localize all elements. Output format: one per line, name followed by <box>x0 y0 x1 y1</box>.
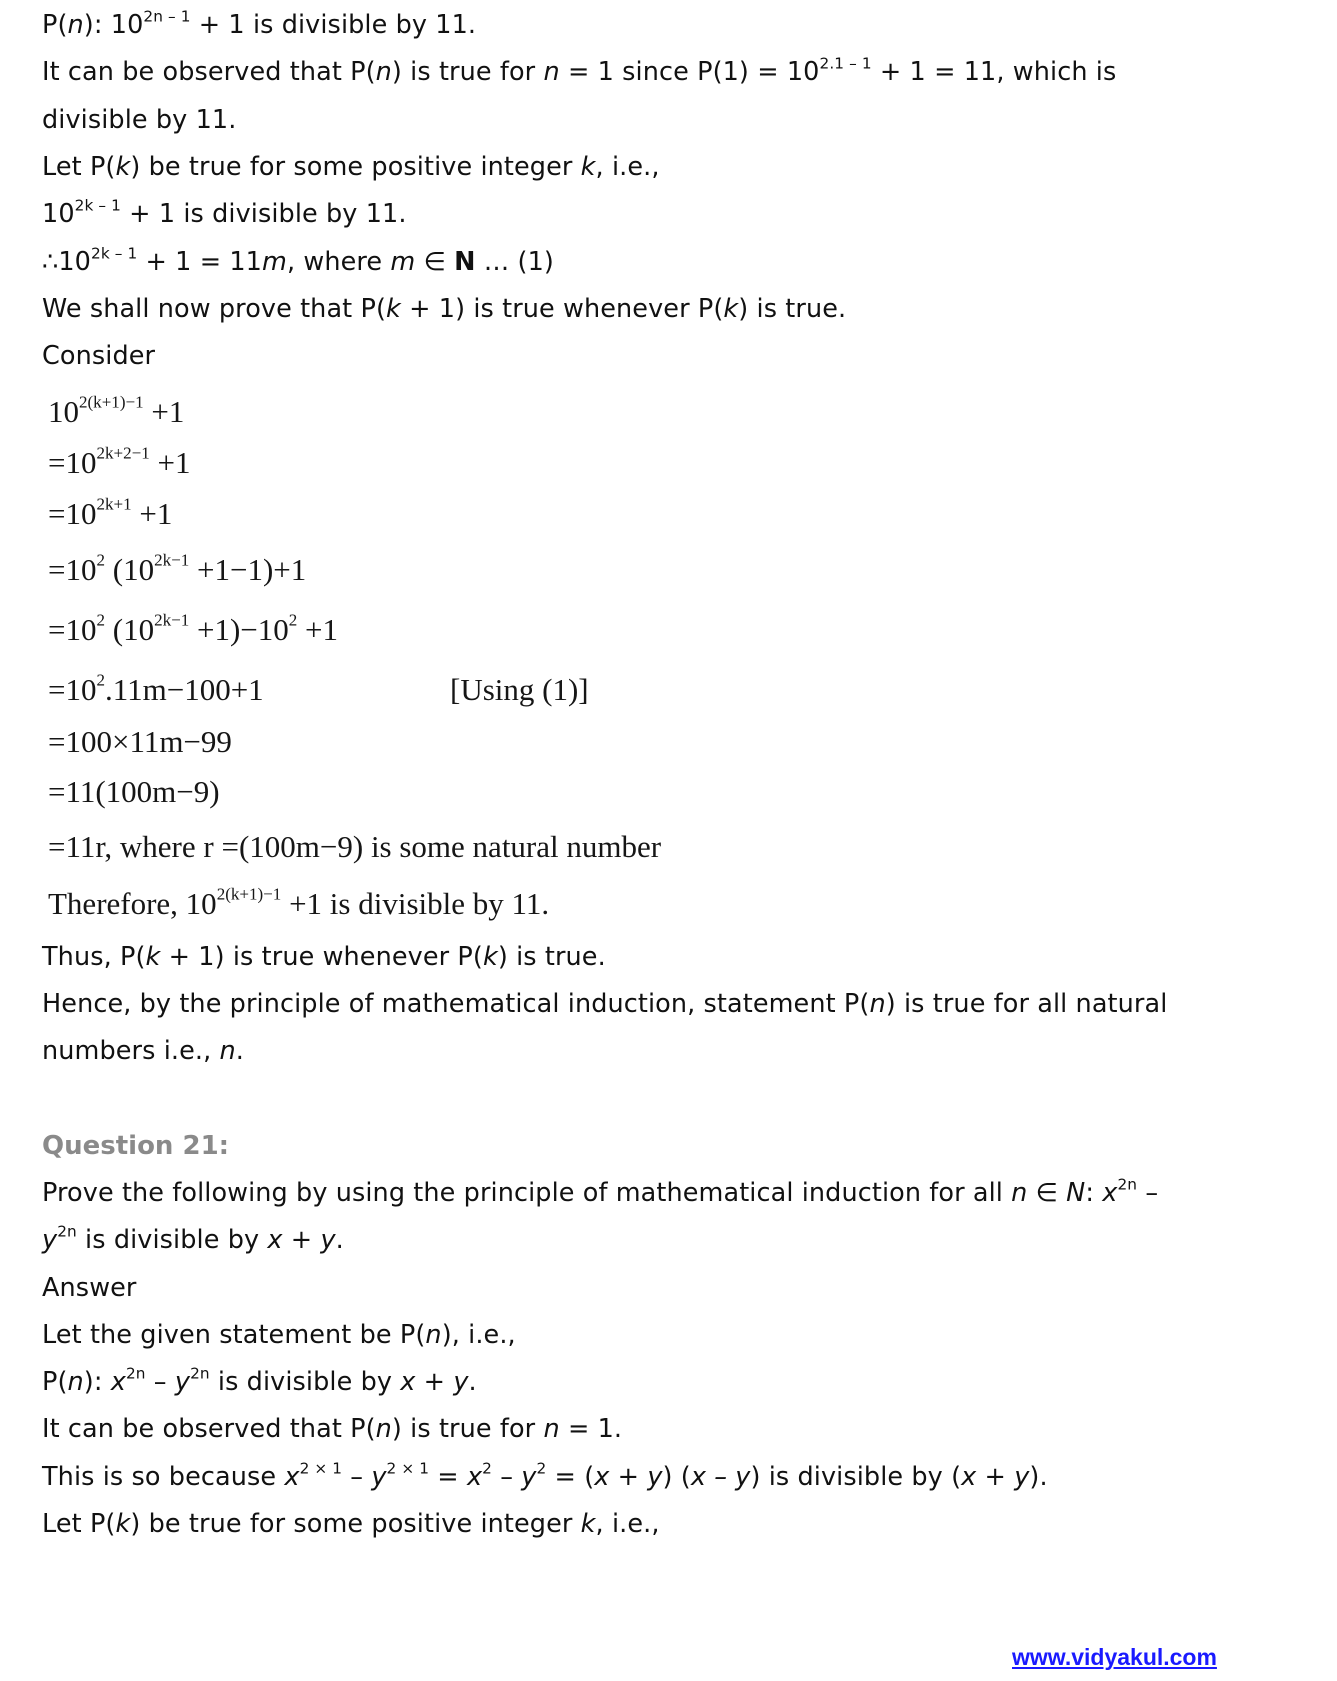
answer-because <box>42 1461 1048 1493</box>
var: m <box>262 247 287 277</box>
assumption-statement <box>42 198 407 230</box>
exponent: 2 <box>96 550 105 570</box>
text: = <box>429 1462 467 1492</box>
text: + 1) is true whenever P( <box>400 294 724 324</box>
set-symbol: N <box>1066 1178 1086 1208</box>
text: . <box>235 1036 244 1066</box>
text: + 1 is divisible by 11. <box>190 10 477 40</box>
text: It can be observed that P( <box>42 57 376 87</box>
text: = 1. <box>559 1414 623 1444</box>
exponent: 2k−1 <box>154 550 190 570</box>
text: is divisible by <box>209 1367 401 1397</box>
observation-line <box>42 56 1116 88</box>
text: ) ( <box>662 1462 691 1492</box>
exponent: 2n <box>1117 1175 1138 1194</box>
text: . <box>335 1225 344 1255</box>
text: (10 <box>105 552 155 587</box>
var: k <box>145 942 161 972</box>
var: k <box>723 294 739 324</box>
exponent: 2 <box>96 670 105 690</box>
statement-line <box>42 9 476 41</box>
text: =10 <box>48 672 97 707</box>
var: x <box>284 1462 300 1492</box>
exponent: 2k – 1 <box>90 244 138 263</box>
expression: x + y <box>961 1462 1030 1492</box>
exponent: 2n <box>57 1222 77 1241</box>
derivation-step <box>48 392 184 432</box>
exponent: 2.1 – 1 <box>819 54 872 73</box>
text: ) is true. <box>738 294 847 324</box>
derivation-step <box>48 494 172 534</box>
text: This is so because <box>42 1462 285 1492</box>
var: x <box>1102 1178 1118 1208</box>
text: ∈ <box>415 247 455 277</box>
text: ) is true. <box>497 942 606 972</box>
text: ) is true for <box>391 1414 544 1444</box>
question-text <box>42 1177 1158 1209</box>
var: n <box>1011 1178 1028 1208</box>
var: k <box>386 294 401 324</box>
question-text-continuation <box>42 1224 344 1256</box>
exponent: 2k+2−1 <box>96 443 150 463</box>
exponent: 2k−1 <box>154 610 190 630</box>
text: ∴10 <box>42 247 91 277</box>
text: +1)−10 <box>189 612 289 647</box>
text: Prove the following by using the principle of mathematical induction for all <box>42 1178 1012 1208</box>
text: … (1) <box>475 247 554 277</box>
exponent: 2(k+1)−1 <box>79 392 144 412</box>
text: =10 <box>48 552 97 587</box>
text: ): <box>83 1367 111 1397</box>
text: We shall now prove that P( <box>42 294 386 324</box>
text: , i.e., <box>595 152 660 182</box>
exponent: 2 <box>536 1459 547 1478</box>
var: n <box>543 1414 560 1444</box>
text: ), i.e., <box>441 1320 516 1350</box>
observation-continuation: divisible by 11. <box>42 105 237 135</box>
thus-line <box>42 941 606 973</box>
text: . <box>468 1367 477 1397</box>
exponent: 2n – 1 <box>143 7 191 26</box>
text: + 1 = 11, which is <box>871 57 1117 87</box>
text: +1 <box>131 496 173 531</box>
var: n <box>425 1320 442 1350</box>
text: – <box>342 1462 372 1492</box>
text: P( <box>42 1367 68 1397</box>
question-heading: Question 21: <box>42 1131 230 1161</box>
equation-1 <box>42 246 554 278</box>
exponent: 2k – 1 <box>74 196 121 215</box>
text: Therefore, 10 <box>48 886 217 921</box>
var: y <box>174 1367 191 1397</box>
answer-letk-line <box>42 1508 660 1540</box>
derivation-step: =11r, where r =(100m−9) is some natural number <box>48 829 662 864</box>
var: n <box>375 1414 392 1444</box>
text: +1 is divisible by 11. <box>281 886 550 921</box>
derivation-step <box>48 670 264 710</box>
text: +1 <box>149 445 191 480</box>
var: k <box>580 152 596 182</box>
text: Let the given statement be P( <box>42 1320 426 1350</box>
text: +1 <box>143 394 185 429</box>
var: y <box>371 1462 387 1492</box>
var: n <box>67 10 84 40</box>
expression: x – y <box>690 1462 751 1492</box>
assumption-line <box>42 151 660 183</box>
answer-observation <box>42 1413 622 1445</box>
text: 10 <box>48 394 79 429</box>
text: ) is true for <box>391 57 544 87</box>
text: , i.e., <box>595 1509 660 1539</box>
derivation-step <box>48 550 306 590</box>
text: is divisible by <box>76 1225 268 1255</box>
using-note: [Using (1)] <box>450 672 589 707</box>
text: , where <box>286 247 391 277</box>
text: +1 <box>297 612 339 647</box>
text: Let P( <box>42 152 116 182</box>
text: ) be true for some positive integer <box>130 1509 581 1539</box>
var: n <box>67 1367 84 1397</box>
text: : <box>1085 1178 1103 1208</box>
var: k <box>115 1509 131 1539</box>
derivation-step <box>48 443 191 483</box>
var: n <box>375 57 392 87</box>
text: numbers i.e., <box>42 1036 220 1066</box>
text: P( <box>42 10 68 40</box>
exponent: 2n <box>190 1364 210 1383</box>
text: – <box>1137 1178 1159 1208</box>
text: =10 <box>48 612 97 647</box>
exponent: 2 <box>482 1459 492 1478</box>
consider-label: Consider <box>42 341 156 371</box>
var: y <box>521 1462 537 1492</box>
text: ). <box>1029 1462 1048 1492</box>
text: ) be true for some positive integer <box>130 152 581 182</box>
hence-continuation <box>42 1035 244 1067</box>
text: + 1 = 11 <box>137 247 263 277</box>
text: + 1) is true whenever P( <box>160 942 483 972</box>
answer-label: Answer <box>42 1273 137 1303</box>
text: +1−1)+1 <box>189 552 307 587</box>
text: = 1 since P(1) = 10 <box>559 57 820 87</box>
var: k <box>580 1509 596 1539</box>
text: =10 <box>48 496 97 531</box>
text: .11m−100+1 <box>105 672 264 707</box>
exponent: 2 <box>96 610 105 630</box>
text: Hence, by the principle of mathematical induction, statement P( <box>42 989 870 1019</box>
text: + 1 is divisible by 11. <box>120 199 407 229</box>
text: It can be observed that P( <box>42 1414 376 1444</box>
exponent: 2n <box>125 1364 146 1383</box>
derivation-step: =11(100m−9) <box>48 774 220 809</box>
var: y <box>42 1225 58 1255</box>
text: =10 <box>48 445 97 480</box>
text: (10 <box>105 612 155 647</box>
text: ): 10 <box>83 10 144 40</box>
var: n <box>219 1036 236 1066</box>
var: x <box>466 1462 483 1492</box>
text: ) is true for all natural <box>885 989 1168 1019</box>
expression: x + y <box>594 1462 663 1492</box>
answer-let-line <box>42 1319 516 1351</box>
set-symbol: N <box>454 247 476 277</box>
exponent: 2 × 1 <box>299 1459 343 1478</box>
text: Let P( <box>42 1509 116 1539</box>
therefore-line <box>48 884 549 924</box>
exponent: 2 <box>288 610 298 630</box>
text: – <box>145 1367 175 1397</box>
var: k <box>482 942 498 972</box>
text: – <box>492 1462 522 1492</box>
text: 10 <box>42 199 75 229</box>
var: n <box>543 57 560 87</box>
text: ) is divisible by ( <box>750 1462 962 1492</box>
derivation-step <box>48 610 338 650</box>
exponent: 2(k+1)−1 <box>216 884 282 904</box>
text: ∈ <box>1027 1178 1067 1208</box>
var: k <box>115 152 131 182</box>
expression: x + y <box>400 1367 469 1397</box>
hence-line <box>42 988 1167 1020</box>
expression: x + y <box>267 1225 336 1255</box>
derivation-step: =100×11m−99 <box>48 724 232 759</box>
var: n <box>869 989 886 1019</box>
text: Thus, P( <box>42 942 146 972</box>
exponent: 2 × 1 <box>386 1459 430 1478</box>
prove-line <box>42 293 846 325</box>
var: m <box>390 247 416 277</box>
answer-statement <box>42 1366 477 1398</box>
footer-website-link[interactable]: www.vidyakul.com <box>1012 1644 1217 1670</box>
exponent: 2k+1 <box>96 494 132 514</box>
var: x <box>110 1367 126 1397</box>
text: = ( <box>546 1462 595 1492</box>
